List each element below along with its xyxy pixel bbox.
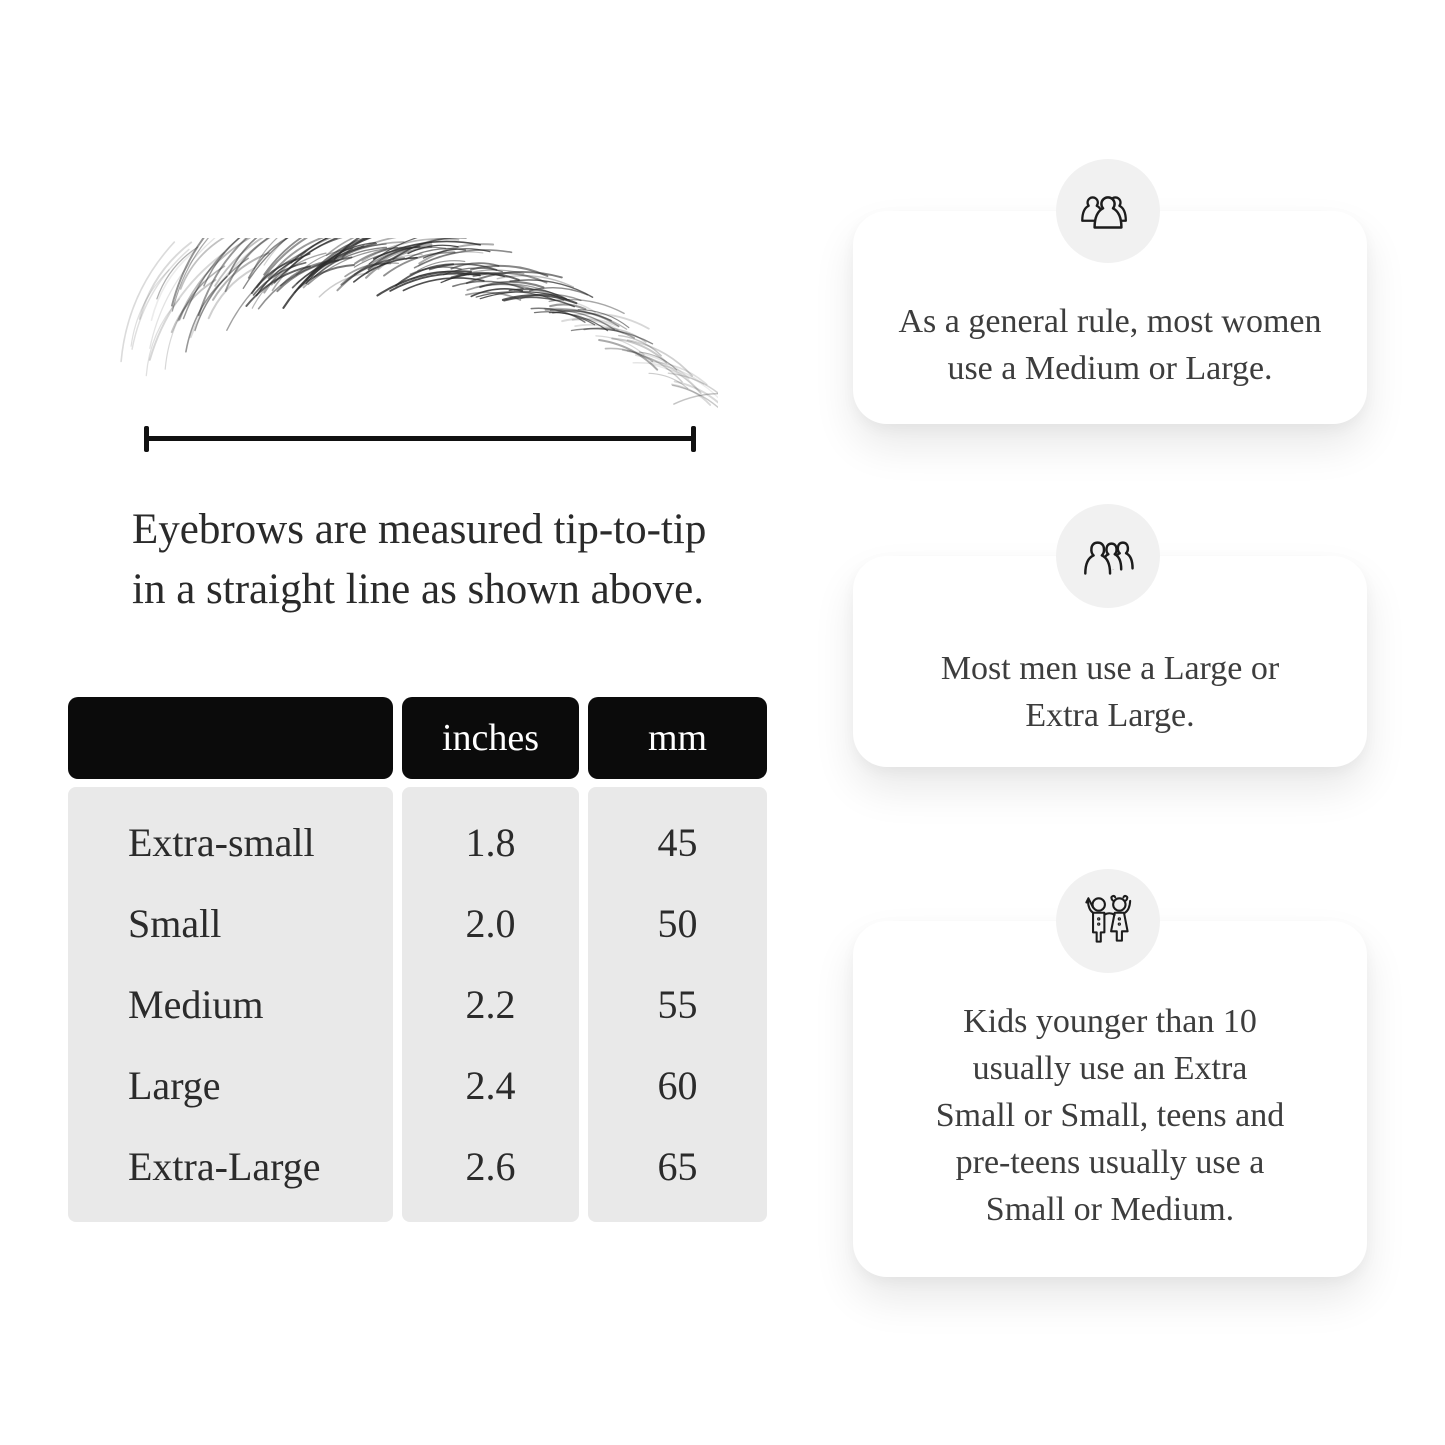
text-line: Eyebrows are measured tip-to-tip <box>132 506 707 553</box>
table-column-mm-values <box>588 787 767 1222</box>
text-line: As a general rule, most women <box>898 303 1322 340</box>
table-header-inches: inches <box>402 697 579 779</box>
text-line: usually use an Extra <box>972 1050 1248 1087</box>
table-cell-mm: 50 <box>657 901 698 946</box>
eyebrow-hair-stroke <box>165 282 203 369</box>
eyebrow-illustration <box>118 238 718 423</box>
men-icon-circle <box>1056 504 1160 608</box>
table-cell-mm: 55 <box>657 982 698 1027</box>
table-cell-label: Medium <box>128 982 264 1027</box>
text-line: Extra Large. <box>1025 697 1195 734</box>
women-group-icon <box>1075 178 1141 244</box>
text-line: Small or Medium. <box>985 1191 1235 1228</box>
text-line: Most men use a Large or <box>940 650 1280 687</box>
table-cell-inches: 2.2 <box>465 982 516 1027</box>
kids-icon <box>1075 888 1141 954</box>
table-column-size-labels <box>68 787 393 1222</box>
kids-icon-circle <box>1056 869 1160 973</box>
measure-caption <box>132 500 752 620</box>
table-cell-mm: 65 <box>657 1144 698 1189</box>
men-group-icon <box>1075 523 1141 589</box>
measurement-line <box>144 426 696 452</box>
measure-tick-right <box>691 426 696 452</box>
text-line: in a straight line as shown above. <box>132 566 705 613</box>
table-cell-mm: 60 <box>657 1063 698 1108</box>
info-card-kids-text <box>853 998 1367 1233</box>
info-card-kids <box>853 921 1367 1277</box>
table-cell-mm: 45 <box>657 820 698 865</box>
text-line: use a Medium or Large. <box>947 350 1273 387</box>
text-line: Small or Small, teens and <box>935 1097 1285 1134</box>
info-card-men-text <box>853 645 1367 739</box>
table-header-mm: mm <box>588 697 767 779</box>
text-line: pre-teens usually use a <box>955 1144 1265 1181</box>
table-cell-label: Extra-Large <box>128 1144 321 1189</box>
measure-bar <box>146 436 694 441</box>
table-column-inches-values <box>402 787 579 1222</box>
eyebrow-hair-stroke <box>146 299 179 376</box>
table-cell-inches: 1.8 <box>465 820 516 865</box>
women-icon-circle <box>1056 159 1160 263</box>
table-cell-label: Extra-small <box>128 820 315 865</box>
table-cell-inches: 2.0 <box>465 901 516 946</box>
info-card-women-text <box>853 298 1367 392</box>
table-header-size <box>68 697 393 779</box>
table-cell-inches: 2.6 <box>465 1144 516 1189</box>
eyebrow-sketch-svg <box>118 238 718 423</box>
table-cell-label: Large <box>128 1063 221 1108</box>
table-cell-inches: 2.4 <box>465 1063 516 1108</box>
text-line: Kids younger than 10 <box>963 1003 1257 1040</box>
eyebrow-hair-stroke <box>131 270 169 346</box>
table-cell-label: Small <box>128 901 222 946</box>
